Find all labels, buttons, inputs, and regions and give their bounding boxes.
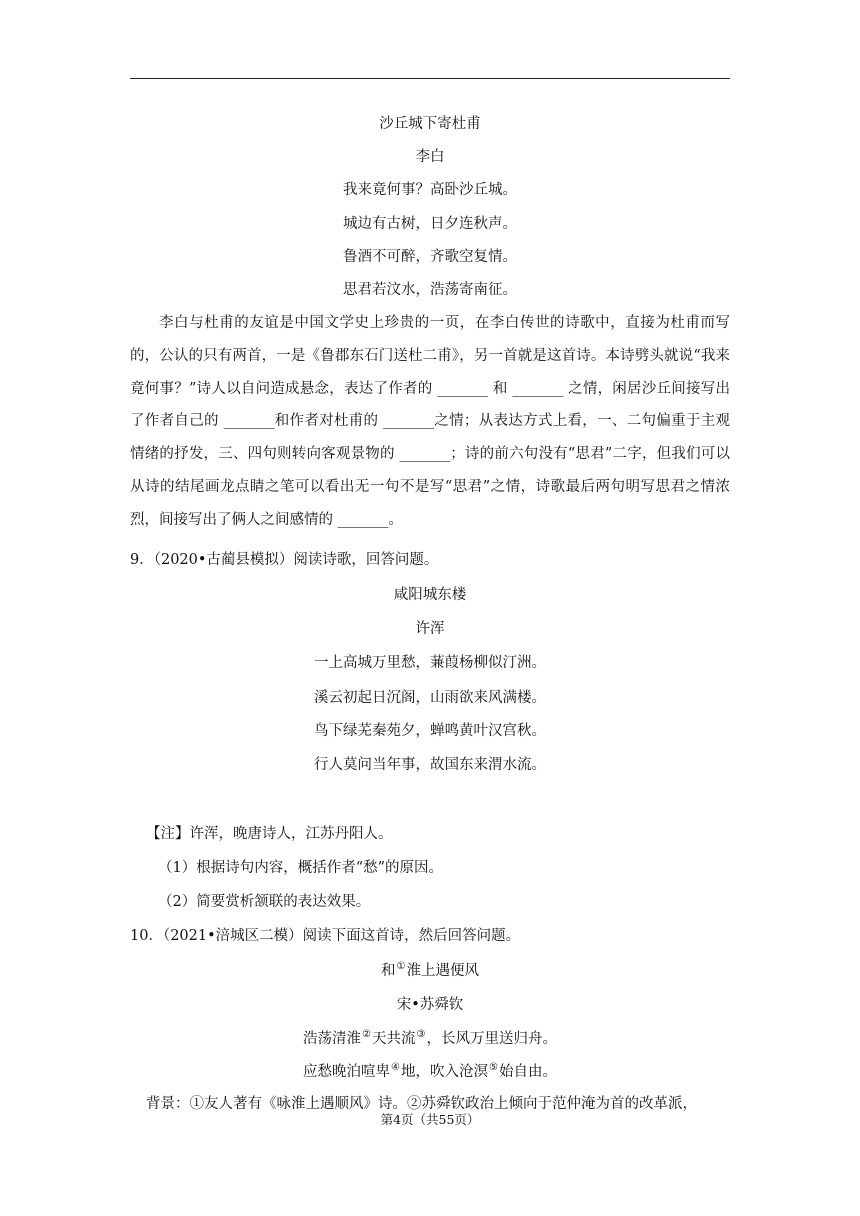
q10-poem-title bbox=[130, 959, 730, 980]
poem1-line-1: 我来竟何事？高卧沙丘城。 bbox=[343, 182, 517, 198]
poem1-title: 沙丘城下寄杜甫 bbox=[379, 116, 481, 132]
q9-subquestion-2: （2）简要赏析颔联的表达效果。 bbox=[158, 894, 371, 910]
line2-part-a: 应愁晚泊喧卑 bbox=[303, 1064, 391, 1080]
line2-part-c: 始自由。 bbox=[498, 1064, 557, 1080]
footnote-marker: ② bbox=[362, 1029, 371, 1040]
q10-title-part-b: 淮上遇便风 bbox=[406, 963, 479, 979]
header-rule bbox=[130, 78, 730, 79]
q10-title-part-a: 和 bbox=[381, 963, 396, 979]
line2-part-b: 地，吹入沧溟 bbox=[401, 1064, 488, 1080]
q9-subquestion-1: （1）根据诗句内容，概括作者“愁”的原因。 bbox=[158, 860, 444, 876]
poem1-line-2: 城边有古树，日夕连秋声。 bbox=[343, 216, 517, 232]
line1-part-c: ，长风万里送归舟。 bbox=[426, 1031, 557, 1047]
footnote-marker: ③ bbox=[416, 1029, 426, 1040]
line1-part-a: 浩荡清淮 bbox=[303, 1031, 362, 1047]
q9-poem-line-4: 行人莫问当年事，故国东来渭水流。 bbox=[314, 757, 546, 773]
q10-poem-author: 宋•苏舜钦 bbox=[396, 997, 464, 1013]
q10-background: 背景：①友人著有《咏淮上遇顺风》诗。②苏舜钦政治上倾向于范仲淹为首的改革派， bbox=[146, 1096, 697, 1112]
footnote-marker: ④ bbox=[391, 1062, 400, 1073]
q9-poem-line-2: 溪云初起日沉阁，山雨欲来风满楼。 bbox=[314, 690, 546, 706]
poem1-analysis: 李白与杜甫的友谊是中国文学史上珍贵的一页，在李白传世的诗歌中，直接为杜甫而写的，公认的只有两首，一是《鲁郡东石门送杜二甫》，另一首就是这首诗。本诗劈头就说“我来竟何事？”诗人以自问造成悬念，表达了作者的 _______ 和 _______ 之情，闲居沙丘间接写出了作者自己的 _______和作者对杜甫的 _______之情；从表达方式上看，一、二句偏重于主观情绪的抒发，三、四句则转向客观景物的 _______；诗的前六句没有“思君”二字，但我们可以从诗的结尾画龙点睛之笔可以看出无一句不是写“思君”之情，诗歌最后两句明写思君之情浓烈，间接写出了俩人之间感情的 _______。 bbox=[130, 315, 730, 528]
q10-poem-line-1 bbox=[130, 1027, 730, 1048]
q9-poem-line-3: 鸟下绿芜秦苑夕，蝉鸣黄叶汉宫秋。 bbox=[314, 723, 546, 739]
q9-poem-line-1: 一上高城万里愁，蒹葭杨柳似汀洲。 bbox=[314, 655, 546, 671]
poem1-line-4: 思君若汶水，浩荡寄南征。 bbox=[343, 282, 517, 298]
poem1-line-3: 鲁酒不可醉，齐歌空复情。 bbox=[343, 249, 517, 265]
question-10-header: 10．（2021•涪城区二模）阅读下面这首诗，然后回答问题。 bbox=[130, 928, 521, 944]
q10-poem-line-2 bbox=[130, 1060, 730, 1081]
footnote-marker: ⑤ bbox=[489, 1062, 498, 1073]
q9-poem-title: 咸阳城东楼 bbox=[393, 587, 467, 603]
footnote-marker: ① bbox=[396, 961, 406, 972]
line1-part-b: 天共流 bbox=[372, 1031, 416, 1047]
question-9-header: 9．（2020•古蔺县模拟）阅读诗歌，回答问题。 bbox=[130, 552, 439, 568]
q9-poem-author: 许浑 bbox=[415, 621, 445, 637]
q9-note: 【注】许浑，晚唐诗人，江苏丹阳人。 bbox=[146, 826, 393, 842]
poem1-author: 李白 bbox=[415, 149, 445, 165]
page-footer: 第4页（共55页） bbox=[380, 1112, 480, 1127]
